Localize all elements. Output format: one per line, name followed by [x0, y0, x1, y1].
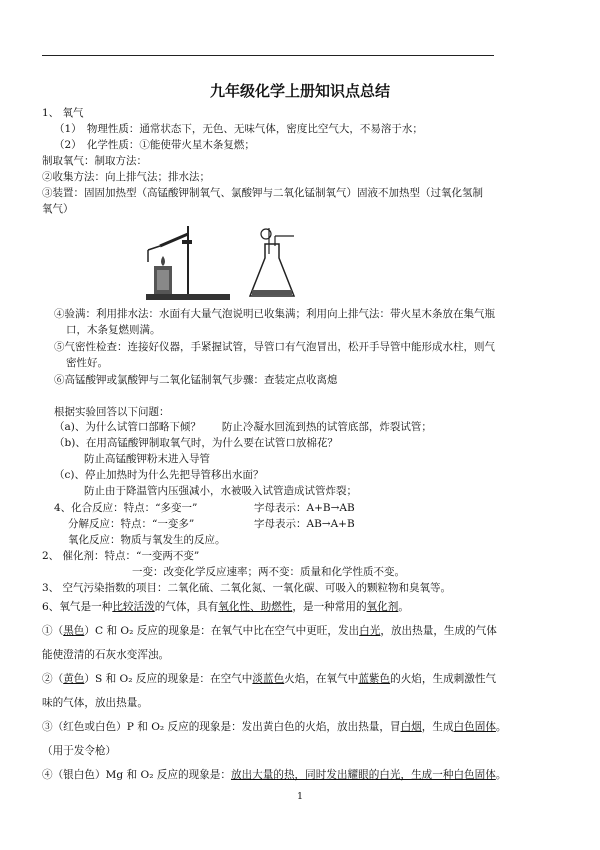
carbon-reaction-line-1: ①（黑色）C 和 O₂ 反应的现象是：在氧气中比在空气中更旺，发出白光，放出热量，生成的气体 [42, 625, 497, 637]
questions-intro: 根据实验回答以下问题： [54, 406, 170, 418]
preparation-methods: 制取氧气：制取方法： [42, 155, 147, 167]
collection-methods: ②收集方法：向上排气法；排水法； [42, 171, 210, 183]
delivery-tube [148, 246, 160, 250]
combination-formula: 字母表示：A+B→AB [254, 502, 355, 514]
flask-apparatus-illustration [244, 224, 300, 302]
question-a: （a)、为什么试管口部略下倾？ 防止冷凝水回流到热的试管底部，炸裂试管； [54, 421, 432, 433]
air-pollution-index: 3、 空气污染指数的项目：二氧化硫、二氧化氮、一氧化碳、可吸入的颗粒物和臭氧等。 [42, 582, 452, 594]
carbon-reaction-line-2: 能使澄清的石灰水变浑浊。 [42, 649, 170, 661]
sulfur-reaction-line-2: 味的气体，放出热量。 [42, 697, 148, 709]
combination-reaction: 4、化合反应：特点：“多变一” [54, 502, 198, 514]
sulfur-reaction-line-1: ②（黄色）S 和 O₂ 反应的现象是：在空气中淡蓝色火焰，在氧气中蓝紫色的火焰，生成刺激性气 [42, 673, 497, 685]
physical-properties: （1） 物理性质：通常状态下，无色、无味气体，密度比空气大，不易溶于水； [54, 123, 423, 135]
apparatus-line-2: 氧气） [42, 203, 74, 215]
apparatus-line-1: ③装置：固固加热型（高锰酸钾制氧气、氯酸钾与二氧化锰制氧气）固液不加热型（过氧化氢制 [42, 187, 483, 199]
flask-contents [252, 290, 292, 295]
check-full-line-1: ④验满：利用排水法：水面有大量气泡说明已收集满；利用向上排气法：带火星木条放在集气瓶 [54, 308, 495, 320]
catalyst-explanation: 一变：改变化学反应速率；两不变：质量和化学性质不变。 [132, 566, 405, 578]
airtightness-line-2: 密性好。 [66, 357, 108, 369]
flame-icon [161, 256, 165, 266]
page-title: 九年级化学上册知识点总结 [209, 82, 390, 100]
catalyst-line: 2、 催化剂：特点：“一变两不变” [42, 550, 200, 562]
procedure-steps: ⑥高锰酸钾或氯酸钾与二氧化锰制氧气步骤：查装定点收离熄 [54, 374, 338, 386]
top-rule [42, 55, 494, 56]
decomposition-formula: 字母表示：AB→A+B [254, 518, 355, 530]
answer-b: 防止高锰酸钾粉末进入导管 [84, 453, 210, 465]
conical-flask [250, 244, 294, 296]
oxygen-activity: 6、氧气是一种比较活泼的气体，具有氧化性、助燃性，是一种常用的氧化剂。 [42, 601, 409, 613]
oxidation-reaction: 氧化反应：物质与氧发生的反应。 [68, 534, 226, 546]
question-b: （b)、在用高锰酸钾制取氧气时，为什么要在试管口放棉花？ [54, 437, 338, 449]
section-oxygen: 1、 氧气 [42, 107, 84, 119]
airtightness-line-1: ⑤气密性检查：连接好仪器，手紧握试管，导管口有气泡冒出，松开手导管中能形成水柱，则气 [54, 341, 495, 353]
question-c: （c)、停止加热时为什么先把导管移出水面？ [54, 469, 264, 481]
check-full-line-2: 口，木条复燃则满。 [66, 324, 161, 336]
page-number: 1 [296, 791, 304, 802]
heating-apparatus-illustration [140, 218, 232, 302]
phosphorus-reaction-line-2: （用于发令枪） [42, 745, 117, 757]
answer-c: 防止由于降温管内压强减小，水被吸入试管造成试管炸裂； [84, 485, 357, 497]
magnesium-reaction: ④（银白色）Mg 和 O₂ 反应的现象是：放出大量的热，同时发出耀眼的白光，生成一种白色固体。 [42, 769, 507, 781]
phosphorus-reaction-line-1: ③（红色或白色）P 和 O₂ 反应的现象是：发出黄白色的火焰，放出热量，冒白烟，生成白色固体。 [42, 721, 507, 733]
apparatus-base [146, 294, 230, 300]
decomposition-reaction: 分解反应：特点：“一变多” [68, 518, 195, 530]
chemical-properties: （2） 化学性质：①能使带火星木条复燃； [54, 139, 255, 151]
